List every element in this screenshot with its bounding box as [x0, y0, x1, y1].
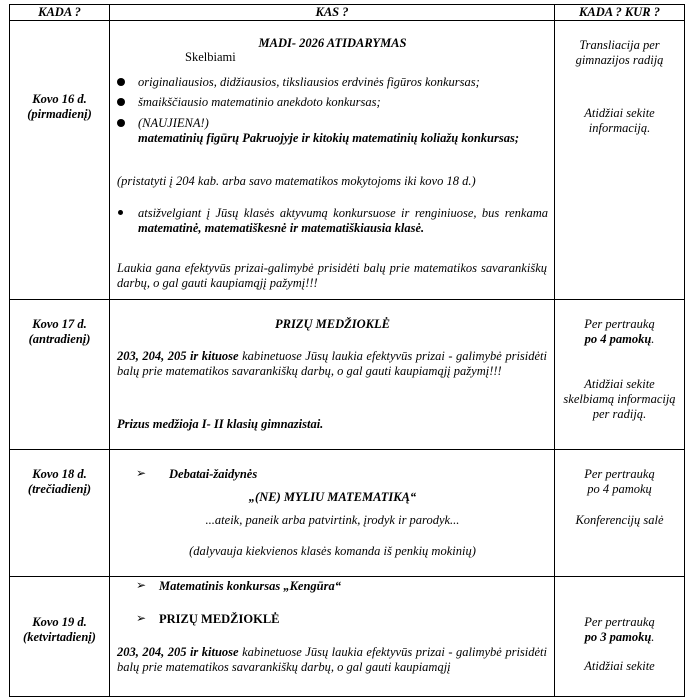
prize-text [117, 645, 547, 675]
hunters-note: Prizus medžioja I- II klasių gimnazistai. [117, 417, 324, 431]
table-row [10, 300, 685, 450]
arrow-icon: ➢ [136, 466, 147, 480]
arrow-icon: ➢ [136, 578, 147, 592]
where-primary: Transliacija per gimnazijos radiją [575, 38, 664, 67]
header-when-where: KADA ? KUR ? [555, 5, 685, 21]
announced-label: Skelbiami [185, 50, 236, 64]
list-item [138, 206, 548, 236]
when-where-cell [555, 577, 685, 697]
schedule-table [9, 4, 685, 697]
list-item [138, 116, 548, 146]
date-cell [10, 577, 110, 697]
weekday: (antradienį) [28, 332, 91, 346]
when-where-cell [555, 450, 685, 577]
event-item: Matematinis konkursas „Kengūra“ [159, 579, 341, 593]
weekday: (pirmadienį) [27, 107, 92, 121]
when-where-cell [555, 300, 685, 450]
where-secondary: Atidžiai sekite [584, 659, 655, 673]
table-row [10, 450, 685, 577]
date: Kovo 19 d. [32, 615, 87, 629]
header-what: KAS ? [110, 5, 555, 21]
table-row [10, 21, 685, 300]
bullet-icon [117, 98, 125, 106]
event-cell [110, 577, 555, 697]
rooms-text: kabinetuose Jūsų laukia efektyvūs prizai - galimybė prisidėti balų prie matematikos savarankiškų darbų, o gal gauti kaupiamąjį [117, 645, 547, 674]
where-secondary: Atidžiai sekite informaciją. [584, 106, 655, 135]
date-cell [10, 21, 110, 300]
participants-note: (dalyvauja kiekvienos klasės komanda iš penkių mokinių) [189, 544, 476, 558]
where-primary-time: po 4 pamokų. [584, 332, 655, 346]
collage-contest: matematinių figūrų Pakruojyje ir kitokių matematinių koliažų konkursas; [138, 131, 519, 145]
where-secondary: Atidžiai sekite skelbiamą informaciją per radiją. [563, 377, 676, 421]
where-secondary: Konferencijų salė [575, 513, 664, 527]
prize-text: Laukia gana efektyvūs prizai-galimybė prisidėti balų prie matematikos savarankiškų darbų, o gal gauti kaupiamąjį pažymį!!! [117, 261, 547, 290]
where-primary-time: po 3 pamokų. [584, 630, 655, 644]
where-primary-time: po 4 pamokų [587, 482, 652, 496]
list-item: šmaikščiausio matematinio anekdoto konkursas; [138, 95, 381, 109]
where-primary: Per pertrauką [584, 317, 655, 331]
where-primary: Per pertrauką [584, 467, 655, 481]
event-cell [110, 450, 555, 577]
event-title: „(NE) MYLIU MATEMATIKĄ“ [248, 490, 417, 504]
list-item: originaliausios, didžiausios, tiksliausios erdvinės figūros konkursas; [138, 75, 480, 89]
event-title: MADI- 2026 ATIDARYMAS [258, 36, 407, 50]
event-title: PRIZŲ MEDŽIOKLĖ [275, 317, 390, 331]
event-item: PRIZŲ MEDŽIOKLĖ [159, 612, 280, 626]
date: Kovo 16 d. [32, 92, 87, 106]
tagline: ...ateik, paneik arba patvirtink, įrodyk ir parodyk... [205, 513, 460, 527]
class-selection-text: atsižvelgiant į Jūsų klasės aktyvumą konkursuose ir renginiuose, bus renkama [138, 206, 548, 220]
header-when: KADA ? [10, 5, 110, 21]
date-cell [10, 300, 110, 450]
bullet-icon [117, 119, 125, 127]
table-row [10, 577, 685, 697]
arrow-icon: ➢ [136, 611, 147, 625]
date: Kovo 17 d. [32, 317, 87, 331]
rooms-bold: 203, 204, 205 ir kituose [117, 645, 239, 659]
new-badge: (NAUJIENA!) [138, 116, 209, 130]
event-cell [110, 300, 555, 450]
bullet-icon [117, 78, 125, 86]
where-primary: Per pertrauką [584, 615, 655, 629]
rooms-bold: 203, 204, 205 ir kituose [117, 349, 239, 363]
event-item: Debatai-žaidynės [169, 467, 258, 481]
class-selection-bold: matematinė, matematiškesnė ir matematiškiausia klasė. [138, 221, 425, 235]
when-where-cell [555, 21, 685, 300]
header-row [10, 5, 685, 21]
date: Kovo 18 d. [32, 467, 87, 481]
weekday: (trečiadienį) [27, 482, 92, 496]
date-cell [10, 450, 110, 577]
submit-note: (pristatyti į 204 kab. arba savo matematikos mokytojoms iki kovo 18 d.) [117, 174, 476, 188]
bullet-icon [118, 210, 123, 215]
rooms-text: kabinetuose Jūsų laukia efektyvūs prizai - galimybė prisidėti balų prie matematikos savarankiškų darbų, o gal gauti kaupiamąjį pažymį!!! [117, 349, 547, 378]
prize-text [117, 349, 547, 379]
weekday: (ketvirtadienį) [23, 630, 96, 644]
event-cell [110, 21, 555, 300]
